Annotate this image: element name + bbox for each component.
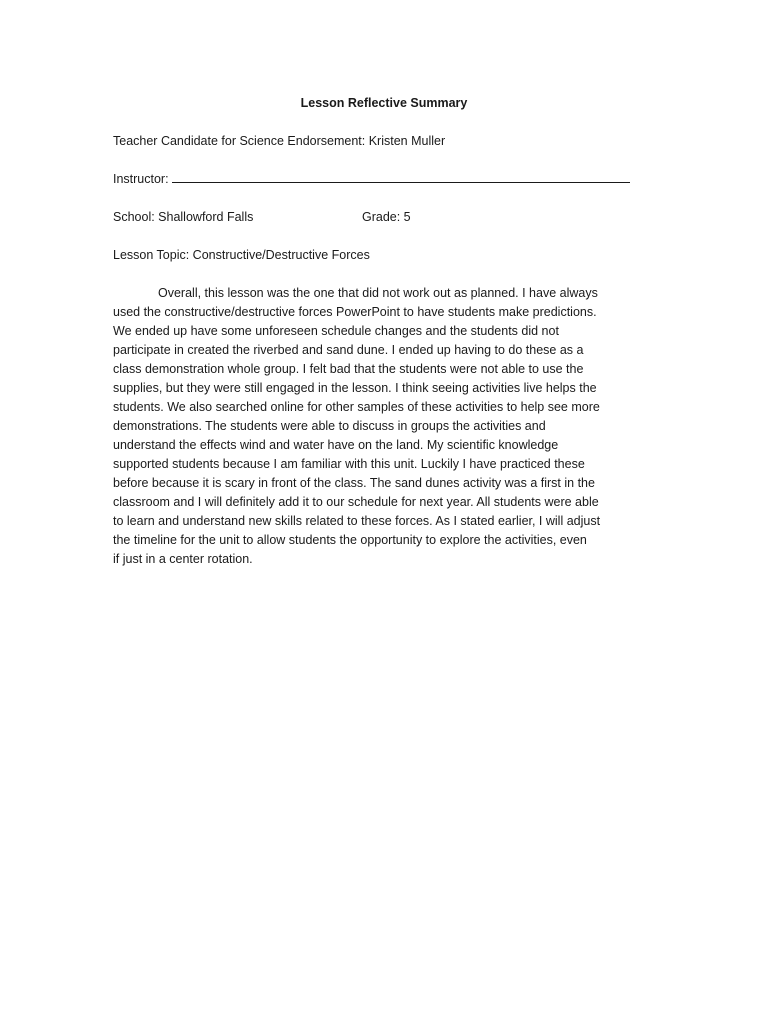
paragraph-line: students. We also searched online for other samples of these activities to help see more [113, 400, 600, 414]
paragraph-line: used the constructive/destructive forces PowerPoint to have students make predictions. [113, 305, 597, 319]
instructor-line [113, 170, 630, 188]
paragraph-line: before because it is scary in front of the class. The sand dunes activity was a first in the [113, 476, 595, 490]
grade-line: Grade: 5 [362, 210, 411, 224]
paragraph-line: participate in created the riverbed and sand dune. I ended up having to do these as a [113, 343, 584, 357]
instructor-blank [172, 170, 630, 183]
reflection-paragraph [113, 284, 658, 569]
paragraph-line: the timeline for the unit to allow students the opportunity to explore the activities, even [113, 533, 587, 547]
paragraph-line: supported students because I am familiar with this unit. Luckily I have practiced these [113, 457, 585, 471]
paragraph-line: if just in a center rotation. [113, 552, 253, 566]
paragraph-line: understand the effects wind and water have on the land. My scientific knowledge [113, 438, 559, 452]
document-title: Lesson Reflective Summary [300, 96, 468, 110]
teacher-candidate-line: Teacher Candidate for Science Endorsement: Kristen Muller [113, 134, 446, 148]
paragraph-line: Overall, this lesson was the one that did not work out as planned. I have always [158, 286, 598, 300]
paragraph-line: We ended up have some unforeseen schedule changes and the students did not [113, 324, 559, 338]
paragraph-line: demonstrations. The students were able to discuss in groups the activities and [113, 419, 546, 433]
paragraph-line: to learn and understand new skills related to these forces. As I stated earlier, I will adjust [113, 514, 601, 528]
school-line: School: Shallowford Falls [113, 210, 254, 224]
paragraph-line: supplies, but they were still engaged in the lesson. I think seeing activities live helps the [113, 381, 597, 395]
instructor-label: Instructor: [113, 172, 173, 186]
lesson-topic-line: Lesson Topic: Constructive/Destructive Forces [113, 248, 370, 262]
paragraph-line: classroom and I will definitely add it to our schedule for next year. All students were able [113, 495, 599, 509]
paragraph-line: class demonstration whole group. I felt bad that the students were not able to use the [113, 362, 584, 376]
